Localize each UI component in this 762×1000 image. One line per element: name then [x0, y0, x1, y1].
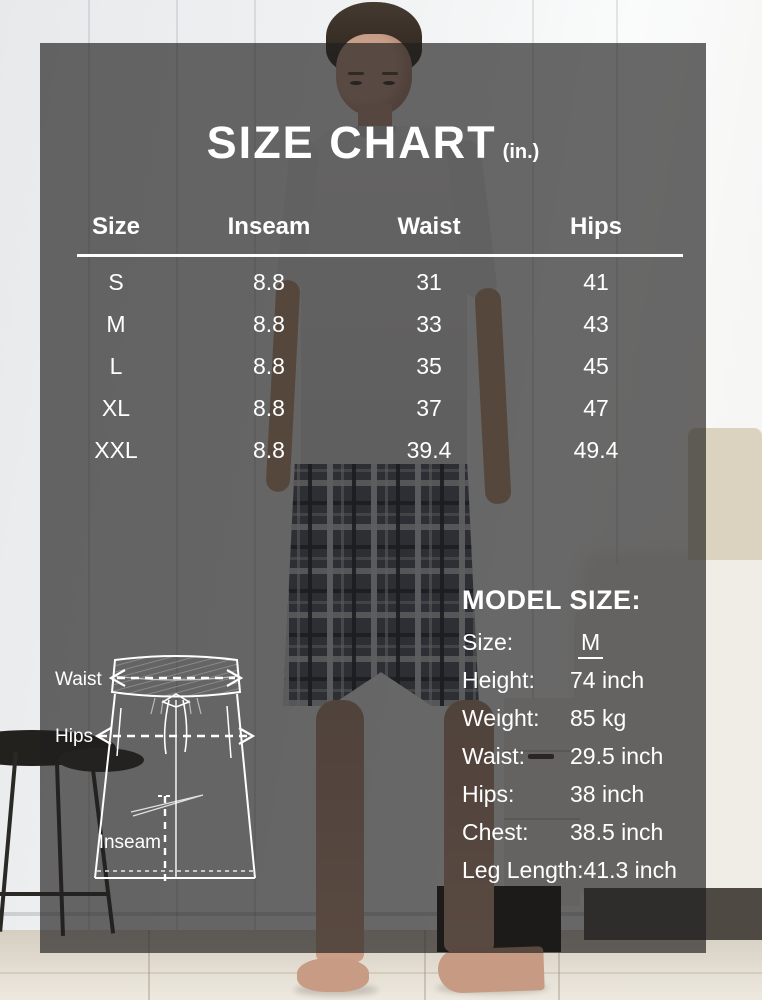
waist-label: Waist: [55, 669, 102, 690]
model-size-row: [462, 857, 706, 895]
model-size-heading: MODEL SIZE:: [462, 585, 642, 615]
col-header-inseam: Inseam: [227, 213, 311, 240]
cell-size: XXL: [94, 436, 138, 463]
cell-hips: 43: [583, 310, 609, 337]
cell-inseam: 8.8: [253, 352, 285, 379]
cell-inseam: 8.8: [253, 268, 285, 295]
model-size-label: Waist:: [462, 743, 526, 769]
model-size-row: [462, 629, 706, 667]
size-table-header: [40, 203, 680, 251]
col-header-waist: Waist: [397, 213, 461, 240]
cell-inseam: 8.8: [253, 436, 285, 463]
cell-hips: 41: [583, 268, 609, 295]
model-size-label: Height:: [462, 667, 535, 693]
model-size-value: 74 inch: [570, 667, 645, 693]
model-size-row: [462, 819, 706, 857]
model-size-value: 38.5 inch: [570, 819, 664, 845]
cell-waist: 37: [416, 394, 442, 421]
table-row: [40, 429, 680, 471]
size-chart-content: [40, 43, 706, 953]
table-divider: [77, 254, 683, 257]
col-header-hips: Hips: [569, 213, 622, 240]
cell-size: L: [109, 352, 123, 379]
cell-size: XL: [101, 394, 131, 421]
size-chart-title: SIZE CHART: [206, 117, 497, 168]
model-size-row: [462, 743, 706, 781]
cell-hips: 47: [583, 394, 609, 421]
table-row: [40, 345, 680, 387]
model-size-value: M: [578, 629, 603, 659]
model-size-value: 41.3 inch: [583, 857, 677, 883]
hips-label: Hips: [55, 726, 94, 747]
model-size-value: 85 kg: [570, 705, 627, 731]
cell-hips: 49.4: [573, 436, 619, 463]
model-size-row: [462, 781, 706, 819]
size-table-body: [40, 261, 680, 471]
shorts-diagram: [55, 638, 285, 913]
size-table: [40, 203, 680, 251]
fabric-crease: [131, 795, 203, 816]
model-foot: [437, 946, 544, 994]
model-size-label: Leg Length:: [462, 857, 584, 883]
cell-waist: 39.4: [406, 436, 452, 463]
model-size-label: Size:: [462, 629, 514, 655]
model-size-label: Chest:: [462, 819, 529, 845]
tile-grout-line: [0, 972, 762, 974]
table-row: [40, 387, 680, 429]
cell-hips: 45: [583, 352, 609, 379]
pocket-slits: [117, 706, 231, 758]
col-header-size: Size: [91, 213, 141, 240]
waistband-outline: [112, 656, 240, 697]
cell-size: M: [106, 310, 126, 337]
cell-waist: 31: [416, 268, 442, 295]
cell-inseam: 8.8: [253, 394, 285, 421]
cell-size: S: [108, 268, 124, 295]
inseam-label: Inseam: [98, 832, 161, 853]
table-row: [40, 261, 680, 303]
model-size-row: [462, 705, 706, 743]
cell-inseam: 8.8: [253, 310, 285, 337]
model-size-value: 29.5 inch: [570, 743, 664, 769]
table-row: [40, 303, 680, 345]
model-size-label: Weight:: [462, 705, 540, 731]
model-size-value: 38 inch: [570, 781, 645, 807]
size-chart-unit: (in.): [502, 141, 540, 163]
model-foot: [297, 958, 369, 992]
model-size-label: Hips:: [462, 781, 515, 807]
model-size-row: [462, 667, 706, 705]
cell-waist: 33: [416, 310, 442, 337]
model-size-panel: [462, 584, 706, 895]
page-title: [40, 119, 706, 166]
cell-waist: 35: [416, 352, 442, 379]
